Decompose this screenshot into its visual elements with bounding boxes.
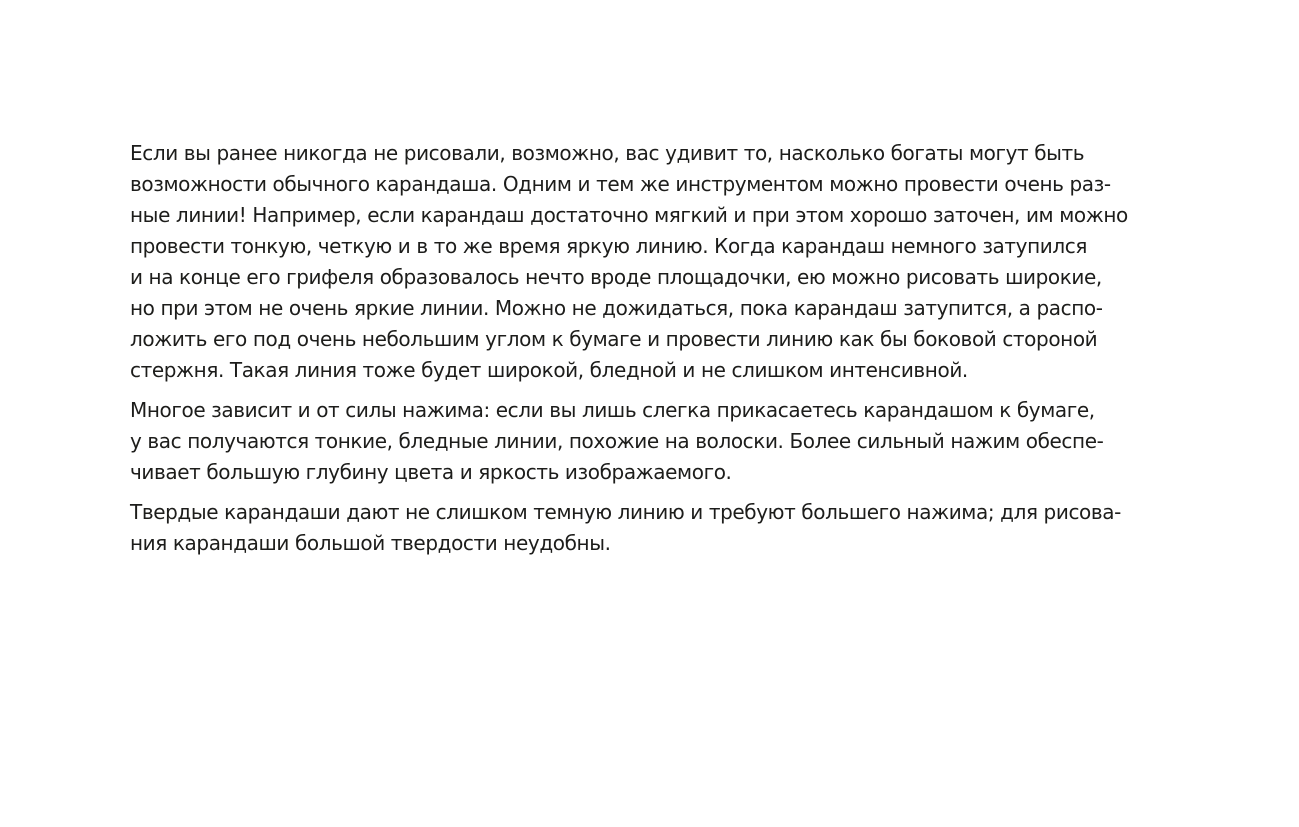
text-line: провести тонкую, четкую и в то же время яркую линию. Когда карандаш немного затупился [130,234,1087,258]
text-line: чивает большую глубину цвета и яркость изображаемого. [130,460,732,484]
text-line: стержня. Такая линия тоже будет широкой, бледной и не слишком интенсивной. [130,358,968,382]
text-line: Если вы ранее никогда не рисовали, возможно, вас удивит то, насколько богаты могут быть [130,141,1085,165]
text-line: и на конце его грифеля образовалось нечто вроде площадочки, ею можно рисовать широкие, [130,265,1102,289]
text-line: Многое зависит и от силы нажима: если вы лишь слегка прикасаетесь карандашом к бумаге, [130,398,1095,422]
paragraph-pencil-possibilities [130,138,1130,386]
text-line: возможности обычного карандаша. Одним и тем же инструментом можно провести очень раз- [130,172,1111,196]
text-line: ложить его под очень небольшим углом к бумаге и провести линию как бы боковой стороной [130,327,1098,351]
body-text [130,138,1130,559]
paragraph-hard-pencils [130,497,1130,559]
text-line: но при этом не очень яркие линии. Можно не дожидаться, пока карандаш затупится, а распо- [130,296,1103,320]
text-line: ные линии! Например, если карандаш достаточно мягкий и при этом хорошо заточен, им можно [130,203,1128,227]
text-line: ния карандаши большой твердости неудобны. [130,531,611,555]
text-line: Твердые карандаши дают не слишком темную линию и требуют большего нажима; для рисова- [130,500,1121,524]
text-line: у вас получаются тонкие, бледные линии, похожие на волоски. Более сильный нажим обеспе- [130,429,1104,453]
paragraph-pressure [130,395,1130,488]
